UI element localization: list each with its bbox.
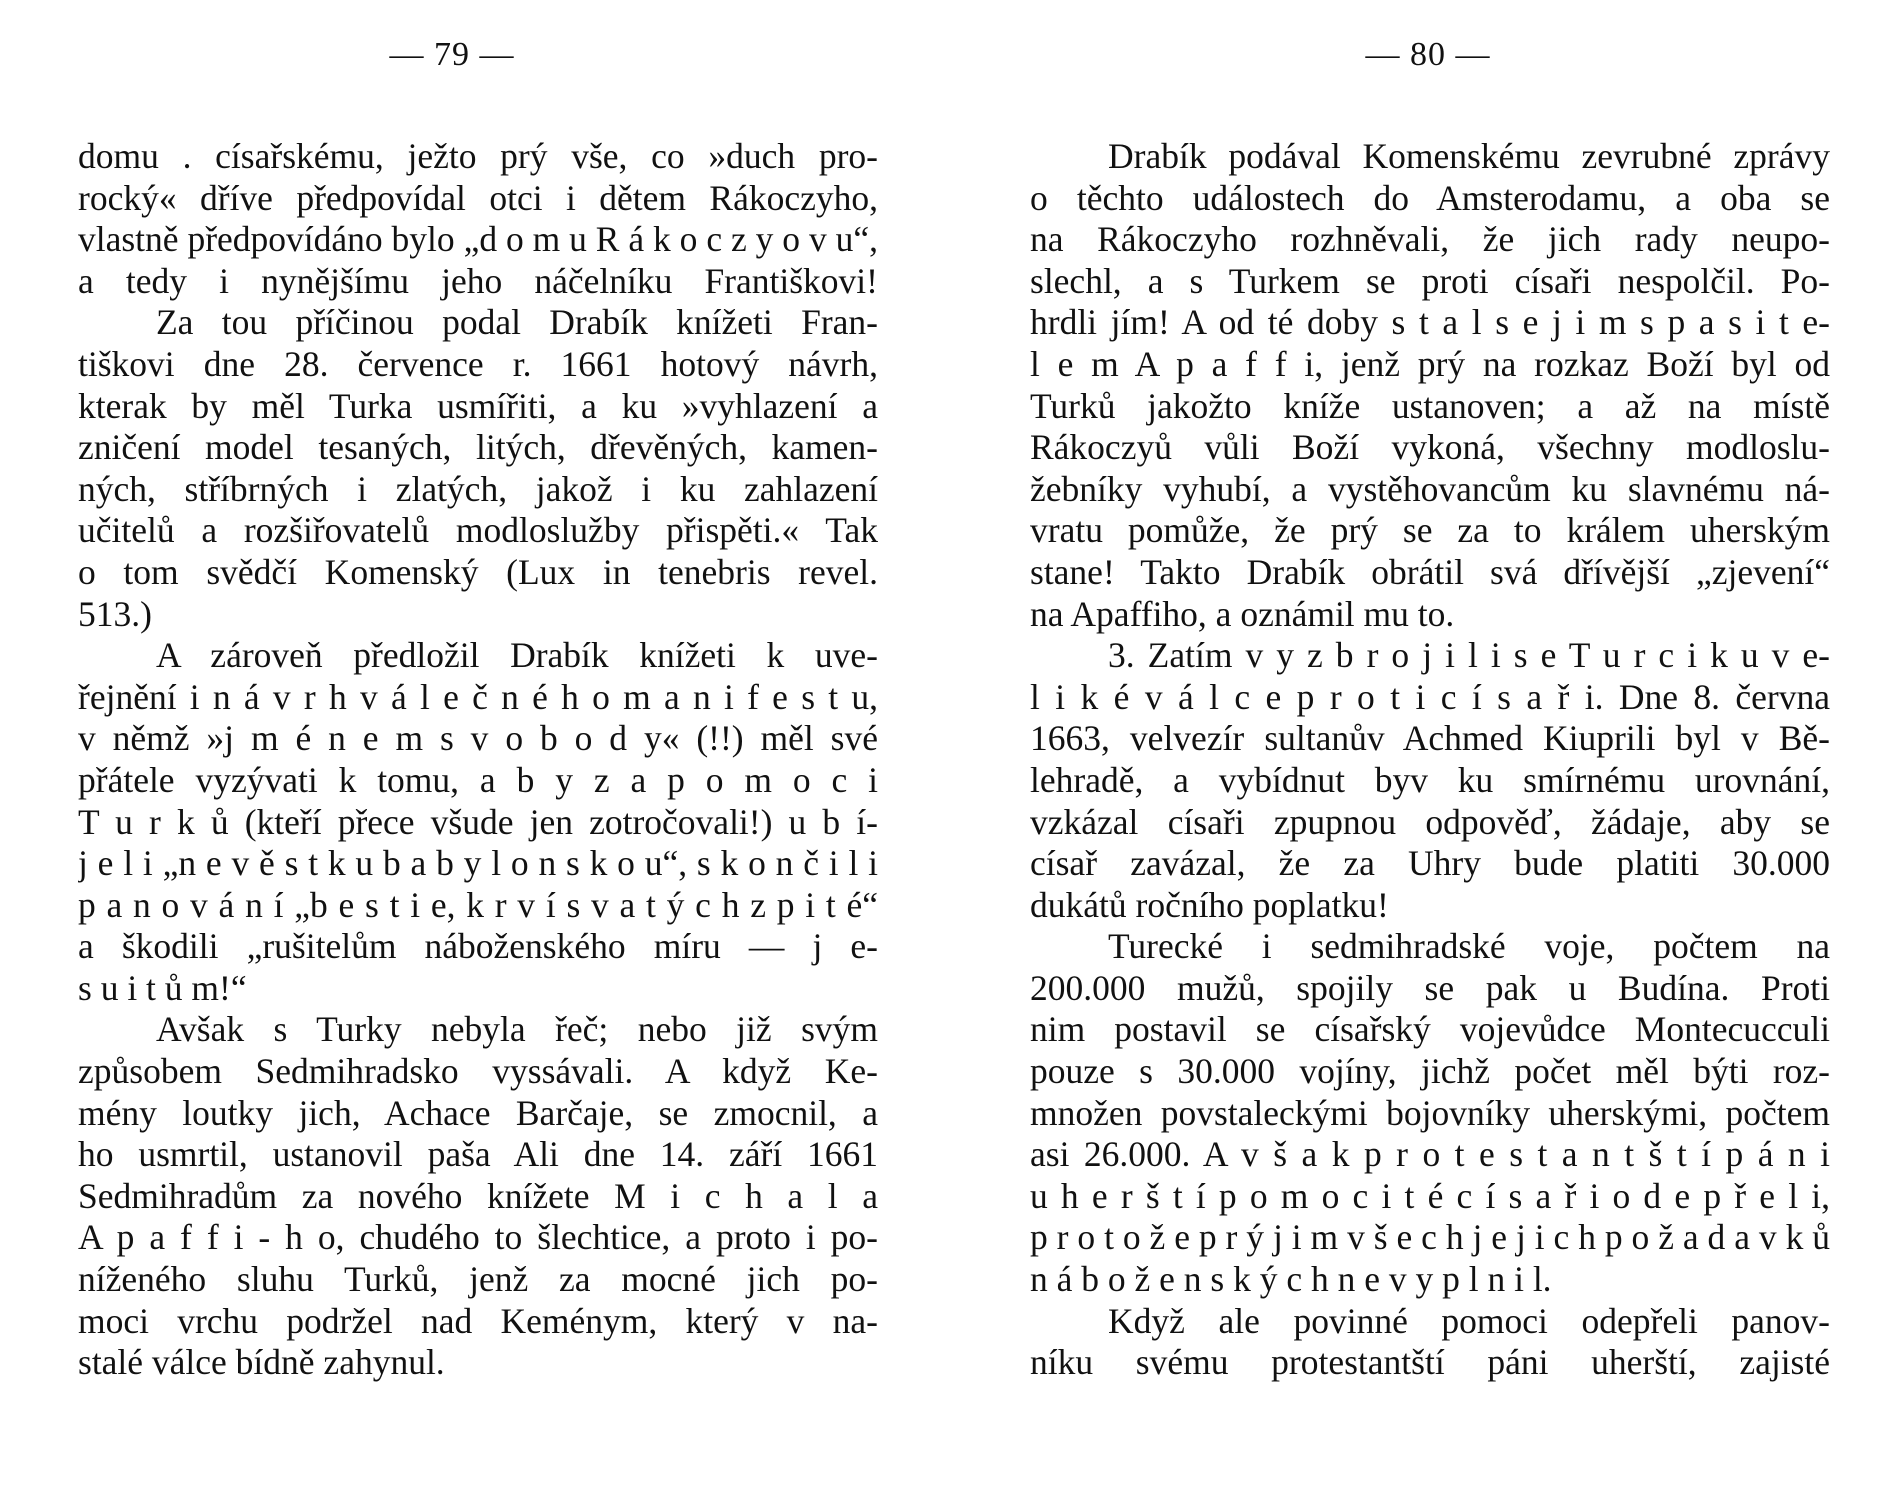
text-line: císař zavázal, že za Uhry bude platiti 30.000 (1030, 843, 1830, 884)
text-line: zničení model tesaných, litých, dřevěných, kamen- (78, 427, 878, 468)
text-line: Turecké i sedmihradské voje, počtem na (1108, 926, 1830, 967)
text-line: A p a f f i - h o, chudého to šlechtice, a proto i po- (78, 1217, 878, 1258)
text-line: kterak by měl Turka usmířiti, a ku »vyhlazení a (78, 385, 878, 426)
text-line: j e l i „n e v ě s t k u b a b y l o n s k o u“, s k o n č i l i (78, 843, 878, 884)
left-page (78, 0, 898, 1500)
text-line: nim postavil se císařský vojevůdce Montecucculi (1030, 1009, 1830, 1050)
text-line: 1663, velvezír sultanův Achmed Kiuprili byl v Bě- (1030, 718, 1830, 759)
text-line: a škodili „rušitelům náboženského míru — j e- (78, 926, 878, 967)
text-line: Za tou příčinou podal Drabík knížeti Fran- (156, 302, 878, 343)
text-line: lehradě, a vybídnut byv ku smírnému urovnání, (1030, 759, 1830, 800)
text-line: rocký« dříve předpovídal otci i dětem Rákoczyho, (78, 177, 878, 218)
page-number: — 79 — (389, 36, 515, 73)
text-line: Turků jakožto kníže ustanoven; a až na místě (1030, 385, 1830, 426)
text-line: mény loutky jich, Achace Barčaje, se zmocnil, a (78, 1092, 878, 1133)
text-line: Když ale povinné pomoci odepřeli panov- (1108, 1300, 1830, 1341)
text-line: 200.000 mužů, spojily se pak u Budína. Proti (1030, 967, 1830, 1008)
text-line: níku svému protestantští páni uherští, zajisté (1030, 1342, 1830, 1383)
text-line: 3. Zatím v y z b r o j i l i s e T u r c i k u v e- (1108, 635, 1830, 676)
text-line: p a n o v á n í „b e s t i e, k r v í s v a t ý c h z p i t é“ (78, 884, 878, 925)
text-line: Sedmihradům za nového knížete M i c h a l a (78, 1175, 878, 1216)
text-line: ných, stříbrných i zlatých, jakož i ku zahlazení (78, 468, 878, 509)
text-line: množen povstaleckými bojovníky uherskými, počtem (1030, 1092, 1830, 1133)
text-line: tiškovi dne 28. července r. 1661 hotový návrh, (78, 343, 878, 384)
text-line: dukátů ročního poplatku! (1030, 884, 1389, 925)
text-line: na Rákoczyho rozhněvali, že jich rady neupo- (1030, 219, 1830, 260)
text-line: vratu pomůže, že prý se za to králem uherským (1030, 510, 1830, 551)
text-line: slechl, a s Turkem se proti císaři nespolčil. Po- (1030, 260, 1830, 301)
text-line: stane! Takto Drabík obrátil svá dřívější „zjevení“ (1030, 551, 1830, 592)
text-line: přátele vyzývati k tomu, a b y z a p o m o c i (78, 759, 878, 800)
text-line: žebníky vyhubí, a vystěhovancům ku slavnému ná- (1030, 468, 1830, 509)
text-line: n á b o ž e n s k ý c h n e v y p l n i l. (1030, 1259, 1552, 1300)
text-line: pouze s 30.000 vojíny, jichž počet měl býti roz- (1030, 1051, 1830, 1092)
text-line: p r o t o ž e p r ý j i m v š e c h j e j i c h p o ž a d a v k ů (1030, 1217, 1830, 1258)
text-line: A zároveň předložil Drabík knížeti k uve- (156, 635, 878, 676)
text-line: Avšak s Turky nebyla řeč; nebo již svým (156, 1009, 878, 1050)
right-page (1030, 0, 1850, 1500)
text-line: Rákoczyů vůli Boží vykoná, všechny modloslu- (1030, 427, 1830, 468)
text-line: níženého sluhu Turků, jenž za mocné jich po- (78, 1259, 878, 1300)
text-line: domu . císařskému, ježto prý vše, co »duch pro- (78, 136, 878, 176)
text-line: vzkázal císaři zpupnou odpověď, žádaje, aby se (1030, 801, 1830, 842)
text-line: 513.) (78, 593, 152, 634)
text-line: s u i t ů m!“ (78, 967, 247, 1008)
text-line: Drabík podával Komenskému zevrubné zprávy (1108, 136, 1830, 176)
text-line: v němž »j m é n e m s v o b o d y« (!!) měl své (78, 718, 878, 759)
text-line: ho usmrtil, ustanovil paša Ali dne 14. září 1661 (78, 1134, 878, 1175)
page-text (1030, 136, 1830, 1384)
text-line: způsobem Sedmihradsko vyssávali. A když Ke- (78, 1051, 878, 1092)
text-line: moci vrchu podržel nad Keménym, který v na- (78, 1300, 878, 1341)
text-line: vlastně předpovídáno bylo „d o m u R á k o c z y o v u“, (78, 219, 878, 260)
text-line: T u r k ů (kteří přece všude jen zotročovali!) u b í- (78, 801, 878, 842)
text-line: hrdli jím! A od té doby s t a l s e j i m s p a s i t e- (1030, 302, 1830, 343)
text-line: učitelů a rozšiřovatelů modloslužby přispěti.« Tak (78, 510, 878, 551)
page-text (78, 136, 878, 1384)
text-line: asi 26.000. A v š a k p r o t e s t a n t š t í p á n i (1030, 1134, 1830, 1175)
text-line: l i k é v á l c e p r o t i c í s a ř i. Dne 8. června (1030, 676, 1830, 717)
text-line: l e m A p a f f i, jenž prý na rozkaz Boží byl od (1030, 343, 1830, 384)
text-line: na Apaffiho, a oznámil mu to. (1030, 593, 1455, 634)
page-number: — 80 — (1365, 36, 1491, 73)
text-line: a tedy i nynějšímu jeho náčelníku Františkovi! (78, 260, 878, 301)
text-line: o tom svědčí Komenský (Lux in tenebris revel. (78, 551, 878, 592)
text-line: u h e r š t í p o m o c i t é c í s a ř i o d e p ř e l i, (1030, 1175, 1830, 1216)
text-line: o těchto událostech do Amsterodamu, a oba se (1030, 177, 1830, 218)
text-line: řejnění i n á v r h v á l e č n é h o m a n i f e s t u, (78, 676, 878, 717)
text-line: stalé válce bídně zahynul. (78, 1342, 445, 1383)
